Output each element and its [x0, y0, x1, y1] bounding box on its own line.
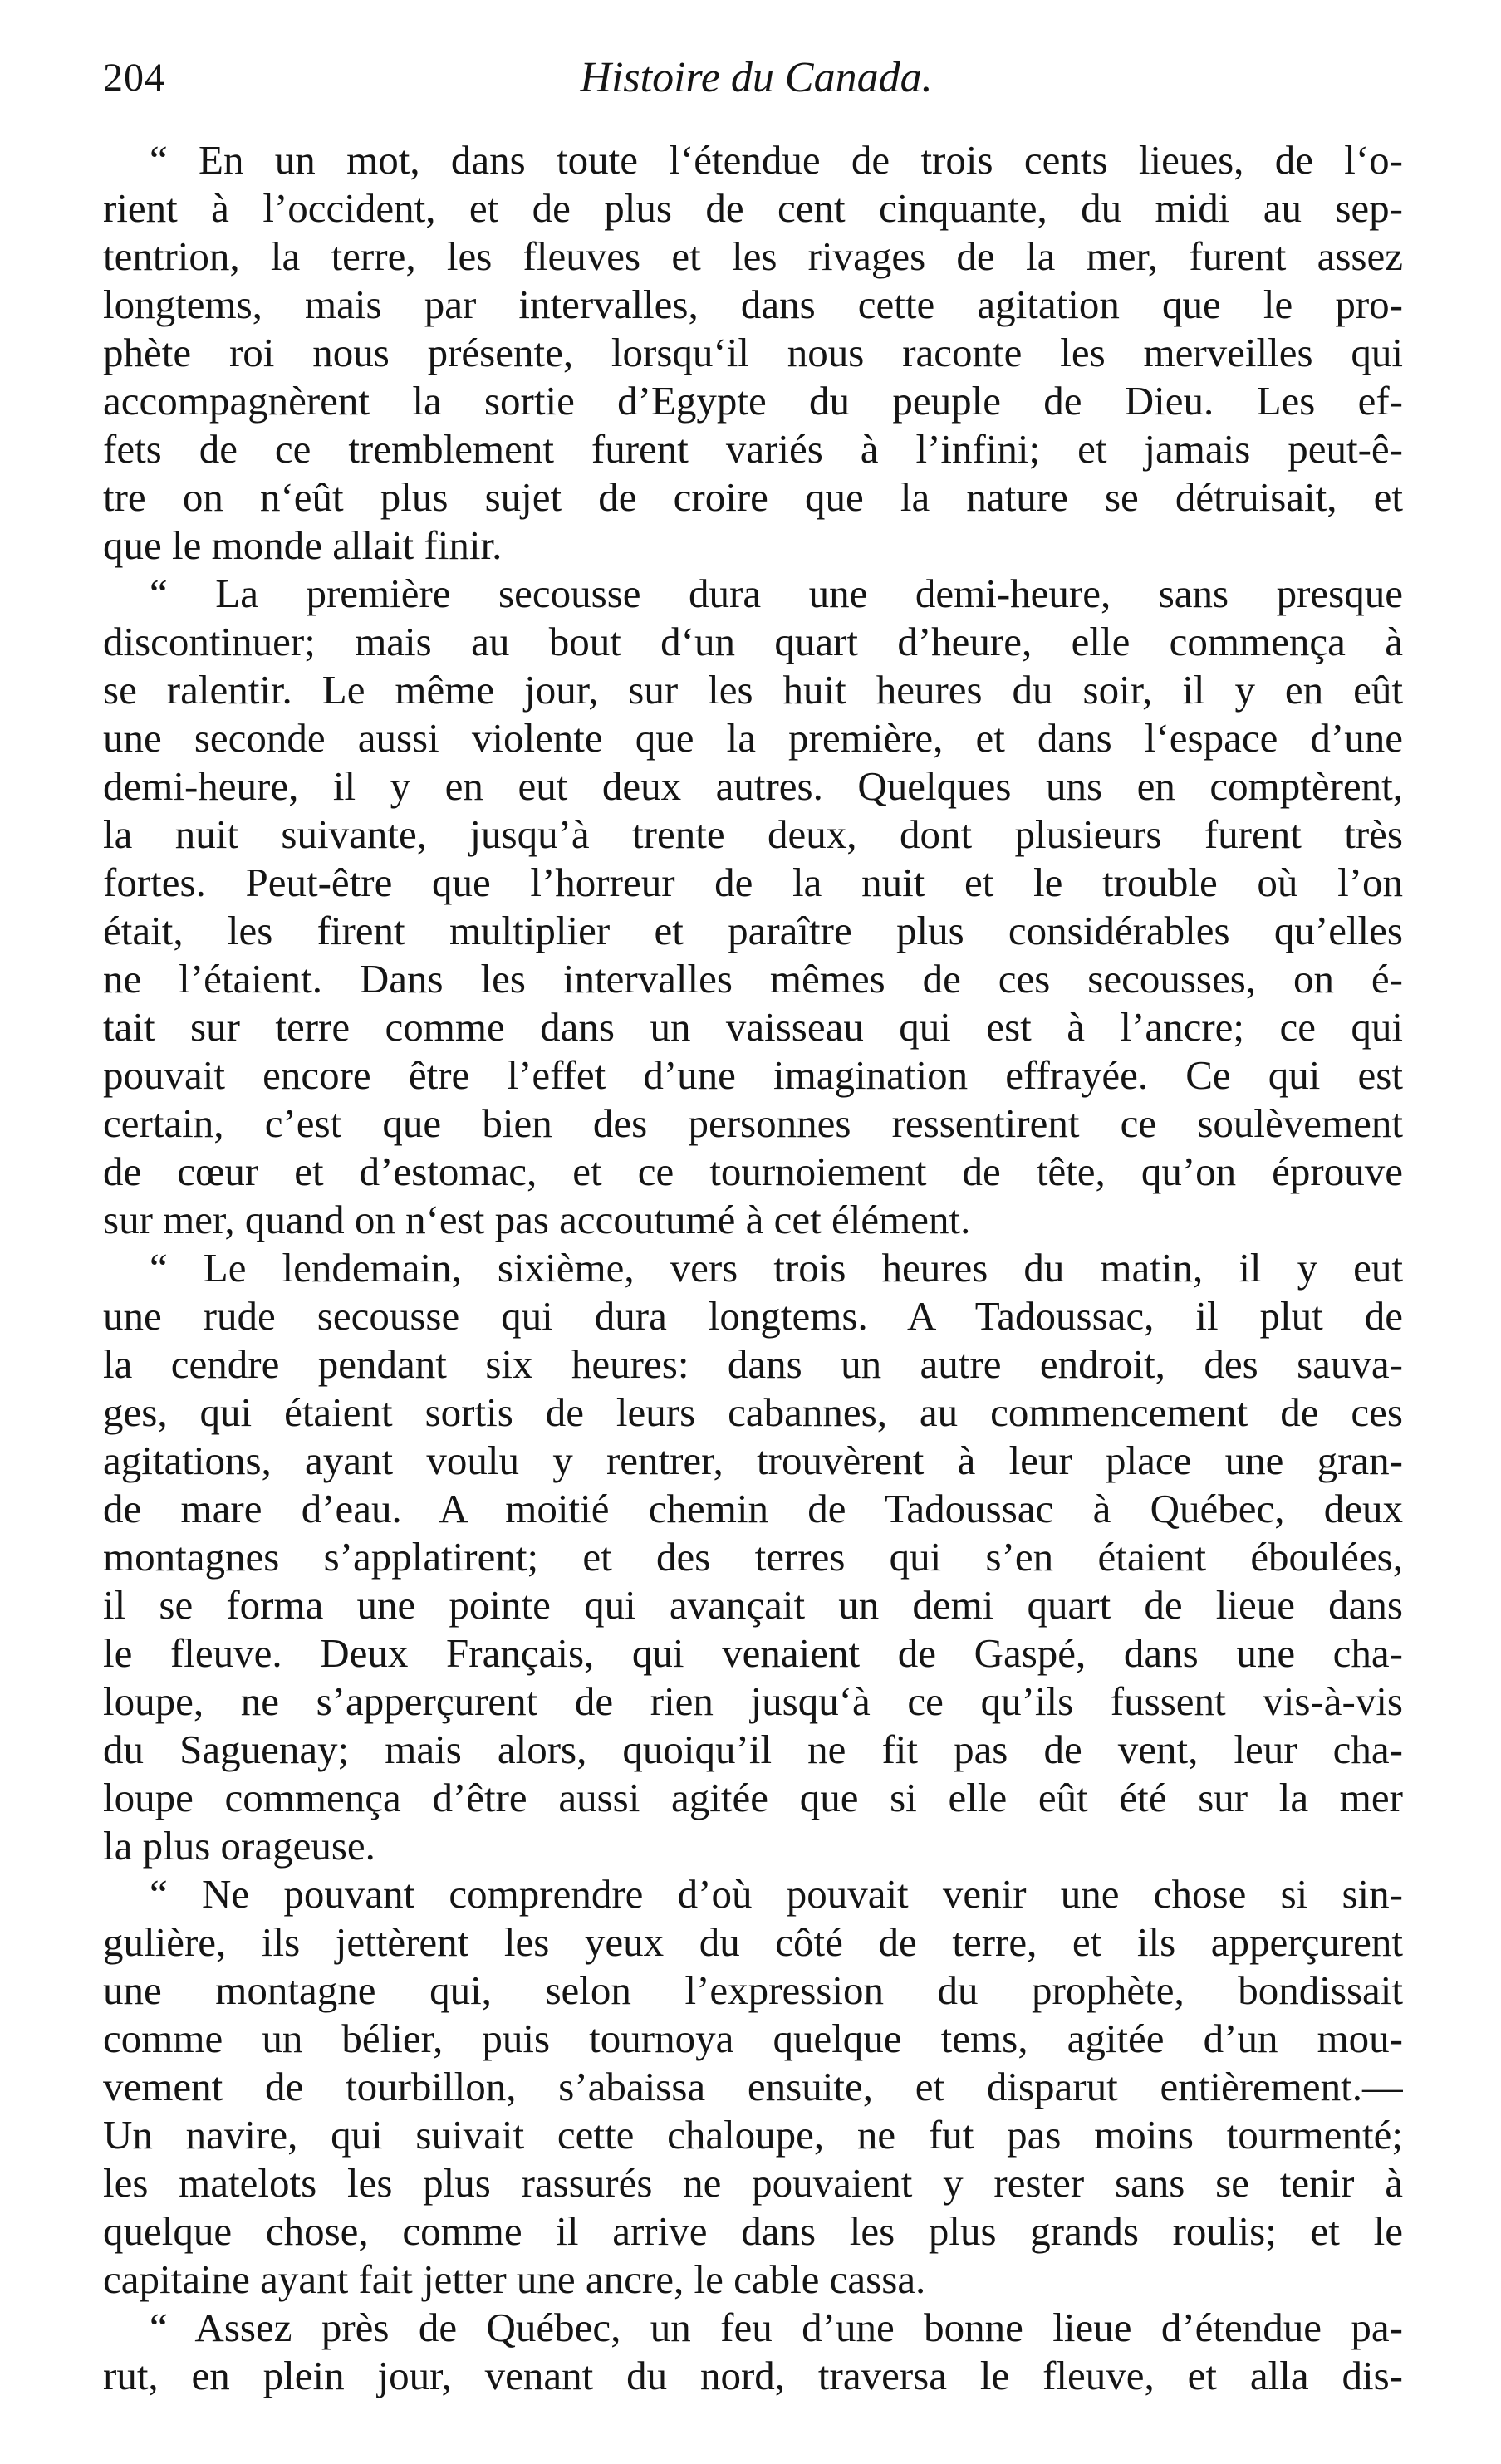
text-line: tre on n‘eût plus sujet de croire que la nature se détruisait, et — [103, 474, 1403, 520]
text-line: ges, qui étaient sortis de leurs cabannes, au commencement de ces — [103, 1389, 1403, 1435]
text-line: de mare d’eau. A moitié chemin de Tadoussac à Québec, deux — [103, 1486, 1403, 1531]
text-line: ne l’étaient. Dans les intervalles mêmes de ces secousses, on é- — [103, 956, 1403, 1002]
text-line: fets de ce tremblement furent variés à l’infini; et jamais peut-ê- — [103, 426, 1403, 472]
text-line: la plus orageuse. — [103, 1823, 375, 1869]
text-line: Un navire, qui suivait cette chaloupe, ne fut pas moins tourmenté; — [103, 2112, 1403, 2158]
text-line: comme un bélier, puis tournoya quelque tems, agitée d’un mou- — [103, 2016, 1403, 2061]
text-line: discontinuer; mais au bout d‘un quart d’heure, elle commença à — [103, 619, 1403, 664]
text-line: longtems, mais par intervalles, dans cette agitation que le pro- — [103, 282, 1403, 327]
text-line: tait sur terre comme dans un vaisseau qui est à l’ancre; ce qui — [103, 1004, 1403, 1050]
text-line: rut, en plein jour, venant du nord, traversa le fleuve, et alla dis- — [103, 2353, 1403, 2398]
text-line: il se forma une pointe qui avançait un demi quart de lieue dans — [103, 1582, 1403, 1628]
text-line: loupe, ne s’apperçurent de rien jusqu‘à ce qu’ils fussent vis-à-vis — [103, 1678, 1403, 1724]
text-line: certain, c’est que bien des personnes ressentirent ce soulèvement — [103, 1100, 1403, 1146]
text-line: que le monde allait finir. — [103, 522, 503, 568]
text-line: de cœur et d’estomac, et ce tournoiement de tête, qu’on éprouve — [103, 1149, 1403, 1194]
body-text — [103, 136, 1403, 2400]
text-line: rient à l’occident, et de plus de cent cinquante, du midi au sep- — [103, 185, 1403, 231]
text-line: “ En un mot, dans toute l‘étendue de trois cents lieues, de l‘o- — [150, 137, 1403, 183]
running-head — [103, 45, 1410, 111]
text-line: tentrion, la terre, les fleuves et les rivages de la mer, furent assez — [103, 233, 1403, 279]
text-line: quelque chose, comme il arrive dans les plus grands roulis; et le — [103, 2208, 1403, 2254]
text-line: fortes. Peut-être que l’horreur de la nuit et le trouble où l’on — [103, 860, 1403, 905]
text-line: “ Le lendemain, sixième, vers trois heures du matin, il y eut — [150, 1245, 1403, 1291]
text-line: une rude secousse qui dura longtems. A Tadoussac, il plut de — [103, 1293, 1403, 1339]
text-line: la cendre pendant six heures: dans un autre endroit, des sauva- — [103, 1341, 1403, 1387]
text-line: demi-heure, il y en eut deux autres. Quelques uns en comptèrent, — [103, 763, 1403, 809]
text-line: une montagne qui, selon l’expression du prophète, bondissait — [103, 1967, 1403, 2013]
text-line: “ Assez près de Québec, un feu d’une bonne lieue d’étendue pa- — [150, 2305, 1403, 2350]
text-line: était, les firent multiplier et paraître plus considérables qu’elles — [103, 908, 1403, 953]
text-line: la nuit suivante, jusqu’à trente deux, dont plusieurs furent très — [103, 811, 1403, 857]
text-line: “ Ne pouvant comprendre d’où pouvait venir une chose si sin- — [150, 1871, 1403, 1917]
text-line: les matelots les plus rassurés ne pouvaient y rester sans se tenir à — [103, 2160, 1403, 2206]
text-line: pouvait encore être l’effet d’une imagination effrayée. Ce qui est — [103, 1052, 1403, 1098]
page-number: 204 — [103, 56, 165, 100]
text-line: du Saguenay; mais alors, quoiqu’il ne fit pas de vent, leur cha- — [103, 1727, 1403, 1772]
text-line: loupe commença d’être aussi agitée que si elle eût été sur la mer — [103, 1775, 1403, 1820]
text-line: agitations, ayant voulu y rentrer, trouvèrent à leur place une gran- — [103, 1438, 1403, 1483]
text-line: sur mer, quand on n‘est pas accoutumé à cet élément. — [103, 1197, 971, 1242]
text-line: montagnes s’applatirent; et des terres qui s’en étaient éboulées, — [103, 1534, 1403, 1580]
text-line: capitaine ayant fait jetter une ancre, le cable cassa. — [103, 2256, 926, 2302]
text-line: le fleuve. Deux Français, qui venaient de Gaspé, dans une cha- — [103, 1630, 1403, 1676]
text-line: se ralentir. Le même jour, sur les huit heures du soir, il y en eût — [103, 667, 1403, 713]
text-line: une seconde aussi violente que la première, et dans l‘espace d’une — [103, 715, 1403, 761]
text-line: gulière, ils jettèrent les yeux du côté de terre, et ils apperçurent — [103, 1919, 1403, 1965]
text-line: accompagnèrent la sortie d’Egypte du peuple de Dieu. Les ef- — [103, 378, 1403, 424]
book-title: Histoire du Canada. — [580, 54, 933, 101]
text-line: phète roi nous présente, lorsqu‘il nous raconte les merveilles qui — [103, 330, 1403, 375]
text-line: vement de tourbillon, s’abaissa ensuite, et disparut entièrement.— — [103, 2064, 1403, 2109]
text-line: “ La première secousse dura une demi-heure, sans presque — [150, 571, 1403, 616]
